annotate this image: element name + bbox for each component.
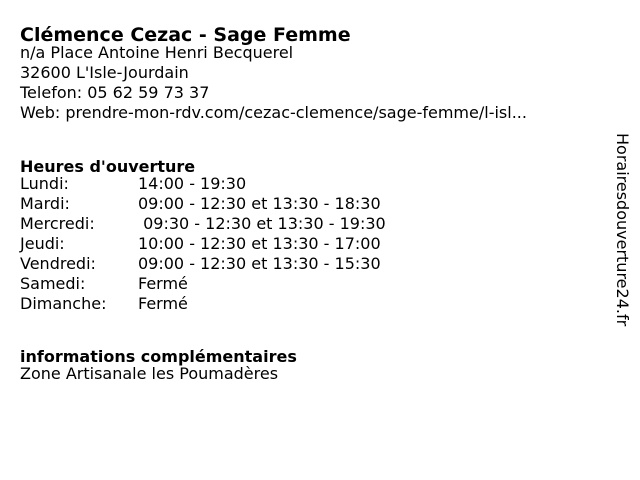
opening-time: 10:00 - 12:30 et 13:30 - 17:00 xyxy=(138,234,381,253)
opening-hours-row xyxy=(20,214,386,234)
weekday-label: Vendredi: xyxy=(20,254,96,273)
opening-hours-row xyxy=(20,294,386,314)
opening-time: 09:30 - 12:30 et 13:30 - 19:30 xyxy=(138,214,386,233)
weekday-label: Mardi: xyxy=(20,194,70,213)
opening-time: 14:00 - 19:30 xyxy=(138,174,247,193)
opening-hours-row xyxy=(20,174,386,194)
opening-time: Fermé xyxy=(138,294,188,313)
opening-hours-heading: Heures d'ouverture xyxy=(20,157,196,177)
opening-hours-row xyxy=(20,274,386,294)
opening-hours-row xyxy=(20,194,386,214)
site-watermark: Horairesdouverture24.fr xyxy=(613,133,632,327)
opening-time: 09:00 - 12:30 et 13:30 - 15:30 xyxy=(138,254,381,273)
phone-number: Telefon: 05 62 59 73 37 xyxy=(20,83,210,102)
opening-time: 09:00 - 12:30 et 13:30 - 18:30 xyxy=(138,194,381,213)
contact-details xyxy=(20,43,590,123)
opening-hours-list xyxy=(20,174,386,314)
weekday-label: Lundi: xyxy=(20,174,69,193)
additional-information-text: Zone Artisanale les Poumadères xyxy=(20,364,279,383)
weekday-label: Mercredi: xyxy=(20,214,95,233)
website-link[interactable]: Web: prendre-mon-rdv.com/cezac-clemence/sage-femme/l-isl... xyxy=(20,103,527,122)
opening-time: Fermé xyxy=(138,274,188,293)
weekday-label: Dimanche: xyxy=(20,294,107,313)
address-line-1: n/a Place Antoine Henri Becquerel xyxy=(20,43,294,62)
weekday-label: Jeudi: xyxy=(20,234,65,253)
opening-hours-row xyxy=(20,254,386,274)
opening-hours-row xyxy=(20,234,386,254)
business-title: Clémence Cezac - Sage Femme xyxy=(20,23,351,46)
weekday-label: Samedi: xyxy=(20,274,86,293)
additional-information-heading: informations complémentaires xyxy=(20,347,297,367)
address-line-2: 32600 L'Isle-Jourdain xyxy=(20,63,189,82)
